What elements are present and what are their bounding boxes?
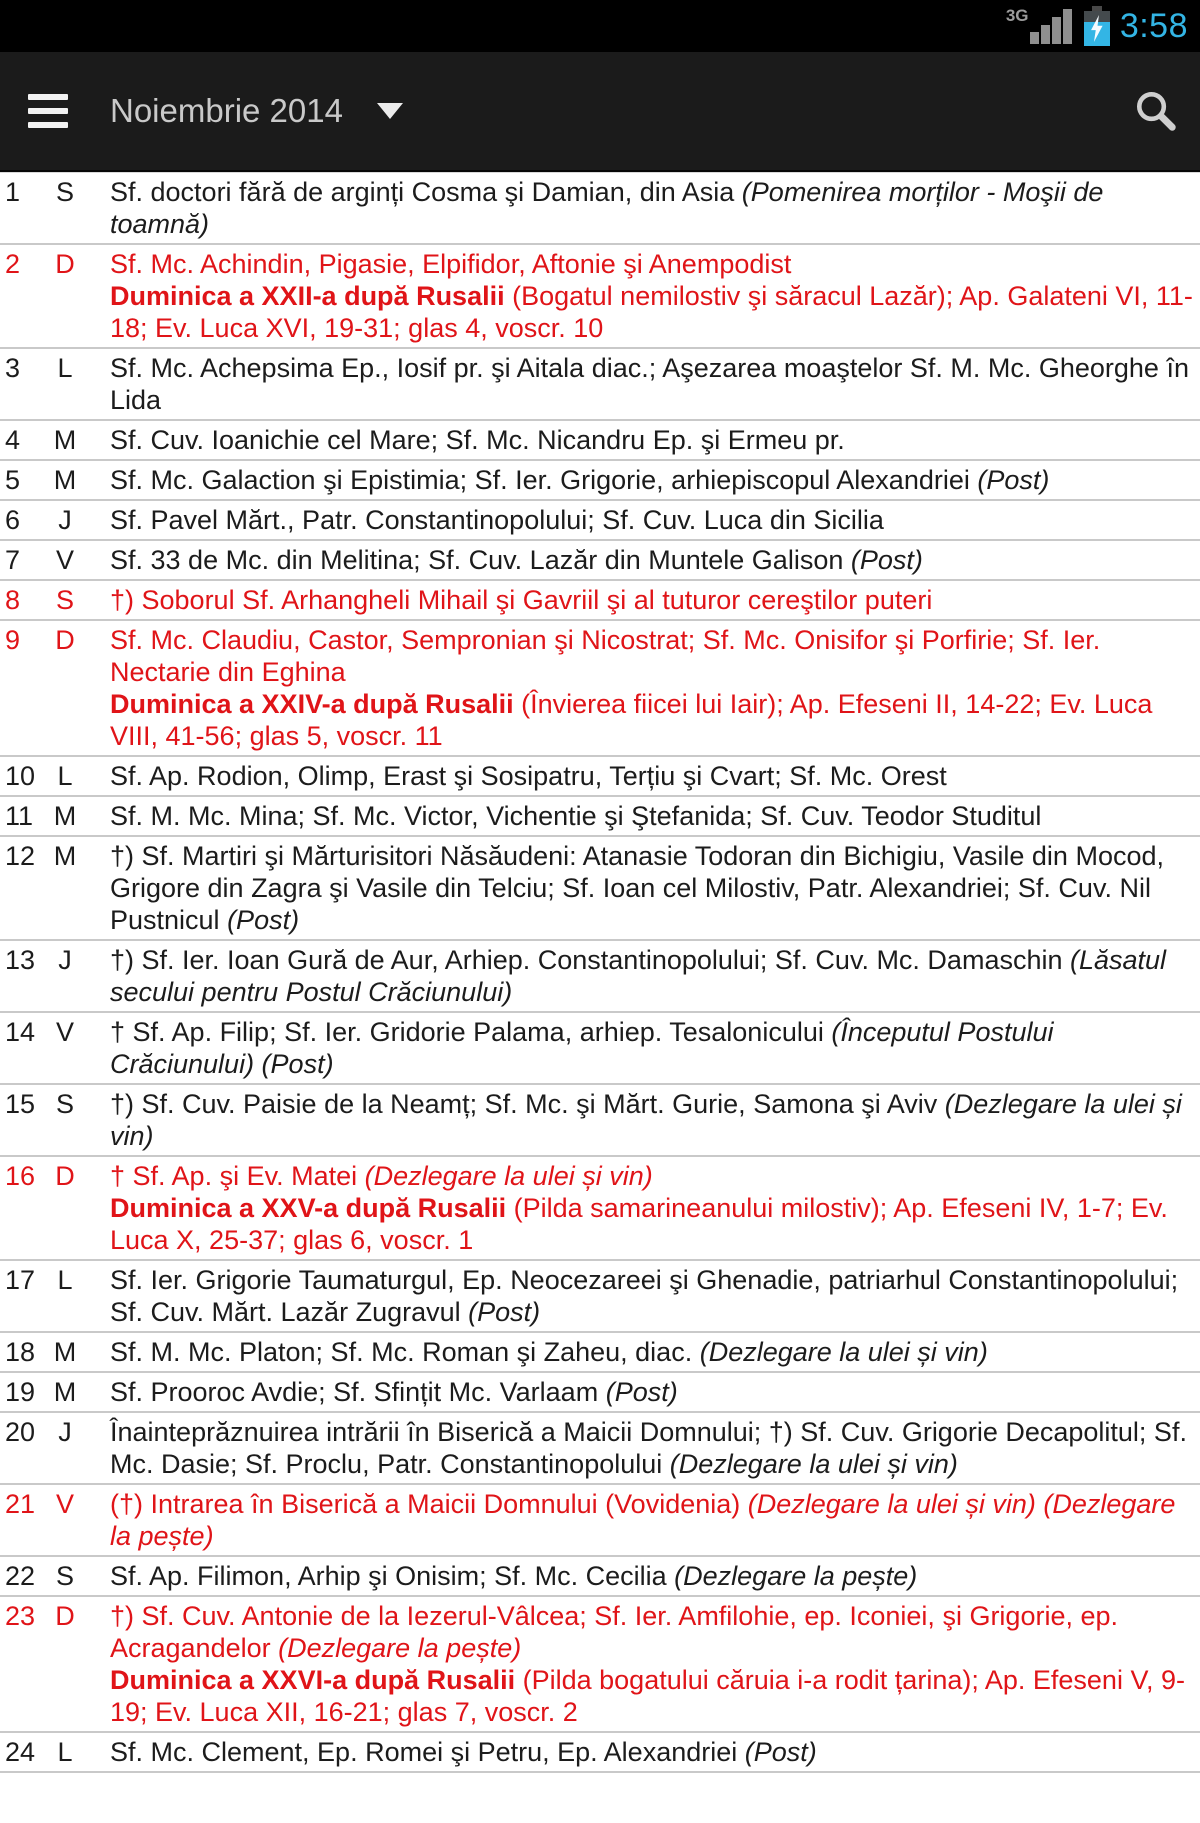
entry-text-cell bbox=[110, 1416, 1194, 1480]
entry-text bbox=[110, 176, 1194, 240]
text-segment: Înainteprăznuirea intrării în Biserică a Maicii Domnului; †) Sf. Cuv. Grigorie Decapolitul; Sf. Mc. Dasie; Sf. Proclu, Patr. Constantinopolului bbox=[110, 1417, 1187, 1479]
text-segment: (Post) bbox=[977, 465, 1050, 495]
day-number: 17 bbox=[5, 1265, 36, 1295]
network-type-label: 3G bbox=[1005, 6, 1029, 25]
entry-text bbox=[110, 1416, 1194, 1480]
calendar-row[interactable] bbox=[0, 837, 1200, 941]
entry-text-cell bbox=[110, 800, 1194, 832]
text-segment: (Dezlegare la ulei și vin) bbox=[364, 1161, 653, 1191]
entry-text-cell bbox=[110, 1736, 1194, 1768]
text-segment: (Dezlegare la ulei și vin) bbox=[110, 1089, 1182, 1151]
calendar-row[interactable] bbox=[0, 1013, 1200, 1085]
day-letter: V bbox=[55, 1489, 74, 1519]
text-segment: (Dezlegare la ulei și vin) bbox=[669, 1449, 958, 1479]
signal-3g-icon bbox=[1002, 3, 1074, 49]
text-segment: (Post) bbox=[744, 1737, 817, 1767]
entry-text bbox=[110, 1376, 1194, 1408]
entry-text-cell bbox=[110, 1264, 1194, 1328]
menu-button[interactable] bbox=[28, 94, 68, 128]
text-segment: (Pilda bogatului căruia i-a rodit țarina); Ap. Efeseni V, 9-19; Ev. Luca XII, 16-21; glas 7, voscr. 2 bbox=[110, 1665, 1185, 1727]
text-segment: (Post) bbox=[227, 905, 300, 935]
entry-text bbox=[110, 944, 1194, 1008]
calendar-list bbox=[0, 172, 1200, 1773]
text-segment: † Sf. Ap. şi Ev. Matei bbox=[110, 1161, 365, 1191]
text-segment: (Pomenirea morților - Moşii de toamnă) bbox=[110, 177, 1104, 239]
text-segment: † Sf. Ap. Filip; Sf. Ier. Gridorie Palama, arhiep. Tesalonicului bbox=[110, 1017, 832, 1047]
day-letter: J bbox=[58, 945, 72, 975]
calendar-row[interactable] bbox=[0, 541, 1200, 581]
day-letter: M bbox=[53, 425, 77, 455]
day-letter: M bbox=[53, 465, 77, 495]
day-number: 5 bbox=[5, 465, 21, 495]
text-segment: Sf. M. Mc. Platon; Sf. Mc. Roman şi Zaheu, diac. bbox=[110, 1337, 700, 1367]
entry-text-cell bbox=[110, 424, 1194, 456]
day-number: 15 bbox=[5, 1089, 36, 1119]
calendar-row[interactable] bbox=[0, 421, 1200, 461]
day-letter: L bbox=[57, 1737, 73, 1767]
day-letter: S bbox=[55, 1089, 74, 1119]
entry-text bbox=[110, 504, 1194, 536]
text-segment: †) Sf. Cuv. Paisie de la Neamț; Sf. Mc. şi Mărt. Gurie, Samona şi Aviv bbox=[110, 1089, 945, 1119]
text-segment: (Post) bbox=[850, 545, 923, 575]
page-title: Noiembrie 2014 bbox=[110, 92, 343, 129]
calendar-row[interactable] bbox=[0, 1261, 1200, 1333]
entry-text-cell bbox=[110, 1016, 1194, 1080]
entry-text bbox=[110, 464, 1194, 496]
entry-text-cell bbox=[110, 1376, 1194, 1408]
entry-text-cell bbox=[110, 1600, 1194, 1728]
text-segment: †) Sf. Cuv. Antonie de la Iezerul-Vâlcea; Sf. Ier. Amfilohie, ep. Iconiei, şi Grigorie, ep. Acragandelor bbox=[110, 1601, 1119, 1663]
calendar-row[interactable] bbox=[0, 1373, 1200, 1413]
text-segment: Sf. Cuv. Ioanichie cel Mare; Sf. Mc. Nicandru Ep. şi Ermeu pr. bbox=[110, 425, 845, 455]
entry-text bbox=[110, 1160, 1194, 1192]
entry-text bbox=[110, 1016, 1194, 1080]
day-letter: M bbox=[53, 801, 77, 831]
entry-text-cell bbox=[110, 176, 1194, 240]
entry-text bbox=[110, 584, 1194, 616]
text-segment: Duminica a XXVI-a după Rusalii bbox=[110, 1665, 516, 1695]
entry-text bbox=[110, 688, 1194, 752]
text-segment: (Lăsatul secului pentru Postul Crăciunului) bbox=[110, 945, 1167, 1007]
day-number: 22 bbox=[5, 1561, 36, 1591]
day-number: 7 bbox=[5, 545, 21, 575]
entry-text bbox=[110, 800, 1194, 832]
day-number: 2 bbox=[5, 249, 21, 279]
entry-text bbox=[110, 1192, 1194, 1256]
entry-text-cell bbox=[110, 464, 1194, 496]
entry-text bbox=[110, 1664, 1194, 1728]
search-icon bbox=[1132, 87, 1178, 133]
day-letter: J bbox=[58, 1417, 72, 1447]
calendar-row[interactable] bbox=[0, 797, 1200, 837]
action-bar bbox=[0, 52, 1200, 172]
entry-text-cell bbox=[110, 584, 1194, 616]
hamburger-icon bbox=[28, 94, 68, 100]
day-number: 16 bbox=[5, 1161, 36, 1191]
entry-text bbox=[110, 760, 1194, 792]
text-segment: †) Soborul Sf. Arhangheli Mihail şi Gavriil şi al tuturor cereştilor puteri bbox=[110, 585, 933, 615]
day-number: 12 bbox=[5, 841, 36, 871]
day-letter: M bbox=[53, 841, 77, 871]
entry-text bbox=[110, 1264, 1194, 1328]
text-segment: (†) Intrarea în Biserică a Maicii Domnului (Vovidenia) bbox=[110, 1489, 748, 1519]
text-segment: (Începutul Postului Crăciunului) (Post) bbox=[110, 1017, 1054, 1079]
battery-charging-icon bbox=[1084, 5, 1110, 47]
entry-text bbox=[110, 1600, 1194, 1664]
status-clock: 3:58 bbox=[1119, 6, 1188, 45]
day-number: 8 bbox=[5, 585, 21, 615]
calendar-row[interactable] bbox=[0, 461, 1200, 501]
text-segment: (Post) bbox=[605, 1377, 678, 1407]
text-segment: Sf. Mc. Achepsima Ep., Iosif pr. şi Aitala diac.; Aşezarea moaştelor Sf. M. Mc. Gheorghe în Lida bbox=[110, 353, 1189, 415]
text-segment: Sf. Pavel Mărt., Patr. Constantinopolului; Sf. Cuv. Luca din Sicilia bbox=[110, 505, 884, 535]
day-number: 23 bbox=[5, 1601, 36, 1631]
entry-text-cell bbox=[110, 352, 1194, 416]
entry-text-cell bbox=[110, 624, 1194, 752]
calendar-row[interactable] bbox=[0, 1413, 1200, 1485]
text-segment: Sf. Mc. Clement, Ep. Romei şi Petru, Ep. Alexandriei bbox=[110, 1737, 745, 1767]
text-segment: Sf. Ap. Filimon, Arhip şi Onisim; Sf. Mc. Cecilia bbox=[110, 1561, 675, 1591]
entry-text bbox=[110, 1088, 1194, 1152]
day-number: 19 bbox=[5, 1377, 36, 1407]
day-letter: D bbox=[55, 249, 75, 279]
text-segment: Sf. Ier. Grigorie Taumaturgul, Ep. Neocezareei şi Ghenadie, patriarhul Constantinopolului; Sf. Cuv. Mărt. Lazăr Zugravul bbox=[110, 1265, 1179, 1327]
entry-text-cell bbox=[110, 248, 1194, 344]
day-letter: L bbox=[57, 353, 73, 383]
entry-text-cell bbox=[110, 504, 1194, 536]
day-letter: S bbox=[55, 1561, 74, 1591]
day-letter: M bbox=[53, 1377, 77, 1407]
day-letter: D bbox=[55, 1161, 75, 1191]
entry-text-cell bbox=[110, 1488, 1194, 1552]
calendar-row[interactable] bbox=[0, 1157, 1200, 1261]
day-letter: J bbox=[58, 505, 72, 535]
entry-text bbox=[110, 1488, 1194, 1552]
entry-text bbox=[110, 352, 1194, 416]
chevron-down-icon bbox=[377, 103, 403, 119]
calendar-row[interactable] bbox=[0, 1485, 1200, 1557]
entry-text bbox=[110, 1736, 1194, 1768]
calendar-row[interactable] bbox=[0, 349, 1200, 421]
day-number: 4 bbox=[5, 425, 21, 455]
day-letter: D bbox=[55, 1601, 75, 1631]
day-number: 1 bbox=[5, 177, 21, 207]
text-segment: †) Sf. Ier. Ioan Gură de Aur, Arhiep. Constantinopolului; Sf. Cuv. Mc. Damaschin bbox=[110, 945, 1070, 975]
day-letter: L bbox=[57, 761, 73, 791]
text-segment: (Dezlegare la pește) bbox=[278, 1633, 522, 1663]
text-segment: Duminica a XXV-a după Rusalii bbox=[110, 1193, 507, 1223]
entry-text-cell bbox=[110, 1560, 1194, 1592]
day-letter: S bbox=[55, 177, 74, 207]
day-number: 20 bbox=[5, 1417, 36, 1447]
text-segment: †) Sf. Martiri şi Mărturisitori Năsăudeni: Atanasie Todoran din Bichigiu, Vasile din Mocod, Grigore din Zagra şi Vasile din Telciu; Sf. Ioan cel Milostiv, Patr. Alexandriei; Sf. Cuv. Nil Pustnicul bbox=[110, 841, 1164, 935]
calendar-row[interactable] bbox=[0, 245, 1200, 349]
calendar-row[interactable] bbox=[0, 501, 1200, 541]
text-segment: (Dezlegare la ulei și vin) bbox=[699, 1337, 988, 1367]
calendar-row[interactable] bbox=[0, 757, 1200, 797]
entry-text bbox=[110, 624, 1194, 688]
entry-text bbox=[110, 1336, 1194, 1368]
entry-text bbox=[110, 248, 1194, 280]
calendar-row[interactable] bbox=[0, 581, 1200, 621]
day-number: 6 bbox=[5, 505, 21, 535]
day-letter: L bbox=[57, 1265, 73, 1295]
calendar-row[interactable] bbox=[0, 1557, 1200, 1597]
text-segment: (Dezlegare la ulei și vin) (Dezlegare la pește) bbox=[110, 1489, 1176, 1551]
calendar-row[interactable] bbox=[0, 941, 1200, 1013]
entry-text bbox=[110, 840, 1194, 936]
entry-text-cell bbox=[110, 1336, 1194, 1368]
day-number: 11 bbox=[5, 801, 34, 831]
text-segment: Sf. M. Mc. Mina; Sf. Mc. Victor, Vichentie şi Ştefanida; Sf. Cuv. Teodor Studitul bbox=[110, 801, 1042, 831]
entry-text-cell bbox=[110, 760, 1194, 792]
text-segment: Sf. Prooroc Avdie; Sf. Sfințit Mc. Varlaam bbox=[110, 1377, 606, 1407]
text-segment: Duminica a XXII-a după Rusalii bbox=[110, 281, 505, 311]
entry-text-cell bbox=[110, 944, 1194, 1008]
entry-text-cell bbox=[110, 840, 1194, 936]
day-letter: D bbox=[55, 625, 75, 655]
day-number: 18 bbox=[5, 1337, 36, 1367]
calendar-row[interactable] bbox=[0, 1597, 1200, 1733]
entry-text bbox=[110, 1560, 1194, 1592]
entry-text bbox=[110, 544, 1194, 576]
text-segment: Sf. Mc. Galaction şi Epistimia; Sf. Ier. Grigorie, arhiepiscopul Alexandriei bbox=[110, 465, 978, 495]
month-selector[interactable] bbox=[110, 92, 403, 130]
day-number: 14 bbox=[5, 1017, 36, 1047]
text-segment: (Dezlegare la pește) bbox=[674, 1561, 918, 1591]
status-bar bbox=[0, 0, 1200, 52]
entry-text-cell bbox=[110, 1088, 1194, 1152]
text-segment: (Post) bbox=[468, 1297, 541, 1327]
calendar-row[interactable] bbox=[0, 173, 1200, 245]
calendar-row[interactable] bbox=[0, 1085, 1200, 1157]
text-segment: (Învierea fiicei lui Iair); Ap. Efeseni II, 14-22; Ev. Luca VIII, 41-56; glas 5, voscr. 11 bbox=[110, 689, 1153, 751]
text-segment: Sf. Mc. Claudiu, Castor, Sempronian şi Nicostrat; Sf. Mc. Onisifor şi Porfirie; Sf. Ier. Nectarie din Eghina bbox=[110, 625, 1101, 687]
signal-bars-icon bbox=[1030, 9, 1072, 44]
entry-text bbox=[110, 280, 1194, 344]
text-segment: (Pilda samarineanului milostiv); Ap. Efeseni IV, 1-7; Ev. Luca X, 25-37; glas 6, voscr. 1 bbox=[110, 1193, 1168, 1255]
text-segment: Duminica a XXIV-a după Rusalii bbox=[110, 689, 514, 719]
day-letter: V bbox=[55, 1017, 74, 1047]
text-segment: Sf. Mc. Achindin, Pigasie, Elpifidor, Aftonie şi Anempodist bbox=[110, 249, 792, 279]
calendar-row[interactable] bbox=[0, 1333, 1200, 1373]
day-number: 13 bbox=[5, 945, 36, 975]
calendar-row[interactable] bbox=[0, 621, 1200, 757]
entry-text-cell bbox=[110, 544, 1194, 576]
day-letter: M bbox=[53, 1337, 77, 1367]
text-segment: Sf. Ap. Rodion, Olimp, Erast şi Sosipatru, Terțiu şi Cvart; Sf. Mc. Orest bbox=[110, 761, 947, 791]
day-number: 21 bbox=[5, 1489, 36, 1519]
search-button[interactable] bbox=[1132, 87, 1178, 136]
day-number: 24 bbox=[5, 1737, 36, 1767]
text-segment: (Bogatul nemilostiv şi săracul Lazăr); Ap. Galateni VI, 11-18; Ev. Luca XVI, 19-31; glas 4, voscr. 10 bbox=[110, 281, 1193, 343]
entry-text bbox=[110, 424, 1194, 456]
day-letter: S bbox=[55, 585, 74, 615]
day-number: 10 bbox=[5, 761, 36, 791]
entry-text-cell bbox=[110, 1160, 1194, 1256]
day-letter: V bbox=[55, 545, 74, 575]
text-segment: Sf. doctori fără de arginți Cosma şi Damian, din Asia bbox=[110, 177, 742, 207]
day-number: 3 bbox=[5, 353, 21, 383]
calendar-row[interactable] bbox=[0, 1733, 1200, 1773]
text-segment: Sf. 33 de Mc. din Melitina; Sf. Cuv. Lazăr din Muntele Galison bbox=[110, 545, 851, 575]
day-number: 9 bbox=[5, 625, 21, 655]
